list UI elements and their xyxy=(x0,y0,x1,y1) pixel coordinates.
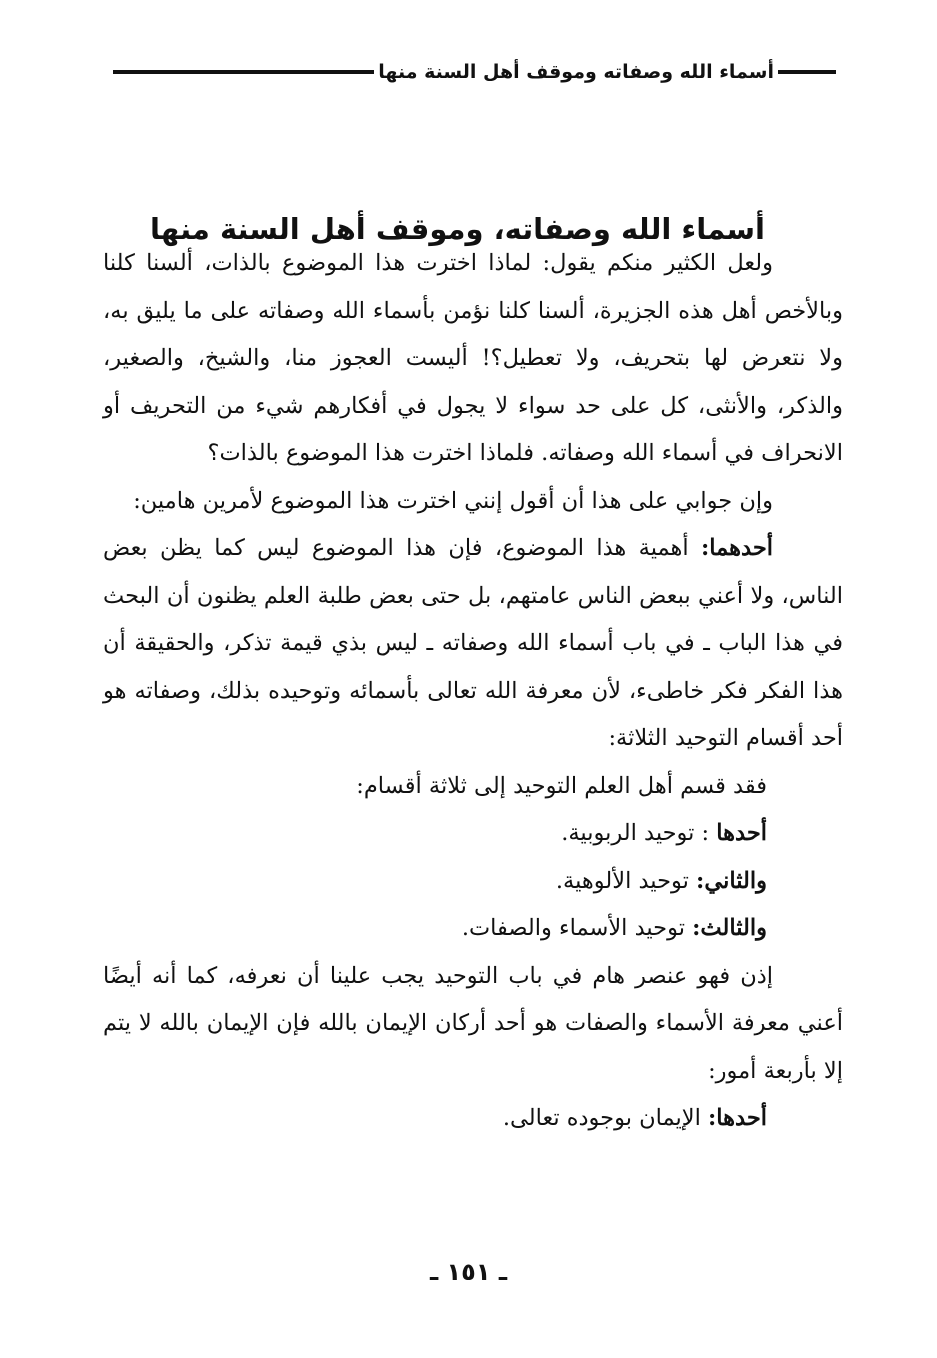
list-item-names-attributes xyxy=(103,905,843,953)
paragraph-answer: وإن جوابي على هذا أن أقول إنني اخترت هذا الموضوع لأمرين هامين: xyxy=(133,487,773,514)
list-item-lead: أحدها xyxy=(716,820,767,846)
paragraph-intro-question: ولعل الكثير منكم يقول: لماذا اخترت هذا الموضوع بالذات، ألسنا كلنا وبالأخص أهل هذه الجزيرة، ألسنا كلنا نؤمن بأسماء الله وصفاته على ما يليق به، ولا نتعرض لها بتحريف، ولا تعطيل؟! أليست العجوز منا، والشيخ، والصغير، والذكر، والأنثى، كل على حد سواء لا يجول في أفكارهم شيء من التحريف أو الانحراف في أسماء الله وصفاته. فلماذا اخترت هذا الموضوع بالذات؟ xyxy=(103,250,843,466)
header-rule-left xyxy=(113,70,374,74)
list-item-text: : توحيد الربوبية. xyxy=(561,820,717,846)
paragraph-division: فقد قسم أهل العلم التوحيد إلى ثلاثة أقسام: xyxy=(356,772,767,799)
running-header xyxy=(103,52,848,92)
header-rule-right xyxy=(778,70,836,74)
list-item-lead: والثاني: xyxy=(696,867,767,894)
paragraph-conclusion: إذن فهو عنصر هام في باب التوحيد يجب علينا أن نعرفه، كما أنه أيضًا أعني معرفة الأسماء والصفات هو أحد أركان الإيمان بالله فإن الإيمان بالله لا يتم إلا بأربعة أمور: xyxy=(103,962,843,1084)
list-item-text: توحيد الألوهية. xyxy=(555,867,697,894)
list-item-divinity xyxy=(103,858,843,906)
list-item-lead: والثالث: xyxy=(692,915,767,941)
body-text xyxy=(103,240,843,1143)
list-item-text: الإيمان بوجوده تعالى. xyxy=(502,1105,708,1131)
chapter-title: أسماء الله وصفاته، وموقف أهل السنة منها xyxy=(150,212,765,247)
first-reason-text: أهمية هذا الموضوع، فإن هذا الموضوع ليس كما يظن بعض الناس، ولا أعني ببعض الناس عامتهم، بل حتى بعض طلبة العلم يظنون أن البحث في هذا الباب ـ في باب أسماء الله وصفاته ـ ليس بذي قيمة تذكر، والحقيقة أن هذا الفكر فكر خاطىء، لأن معرفة الله تعالى بأسمائه وتوحيده بذلك، وصفاته هو أحد أقسام التوحيد الثلاثة: xyxy=(103,535,843,751)
page-number: ـ ١٥١ ـ xyxy=(429,1258,508,1286)
first-reason-lead: أحدهما: xyxy=(700,535,773,561)
list-item-lordship xyxy=(103,810,843,858)
running-header-title: أسماء الله وصفاته وموقف أهل السنة منها xyxy=(378,61,774,83)
list-item-text: توحيد الأسماء والصفات. xyxy=(461,915,693,941)
paragraph-first-reason xyxy=(103,525,843,763)
list-item-lead: أحدها: xyxy=(708,1105,767,1131)
list-item-existence xyxy=(103,1095,843,1143)
